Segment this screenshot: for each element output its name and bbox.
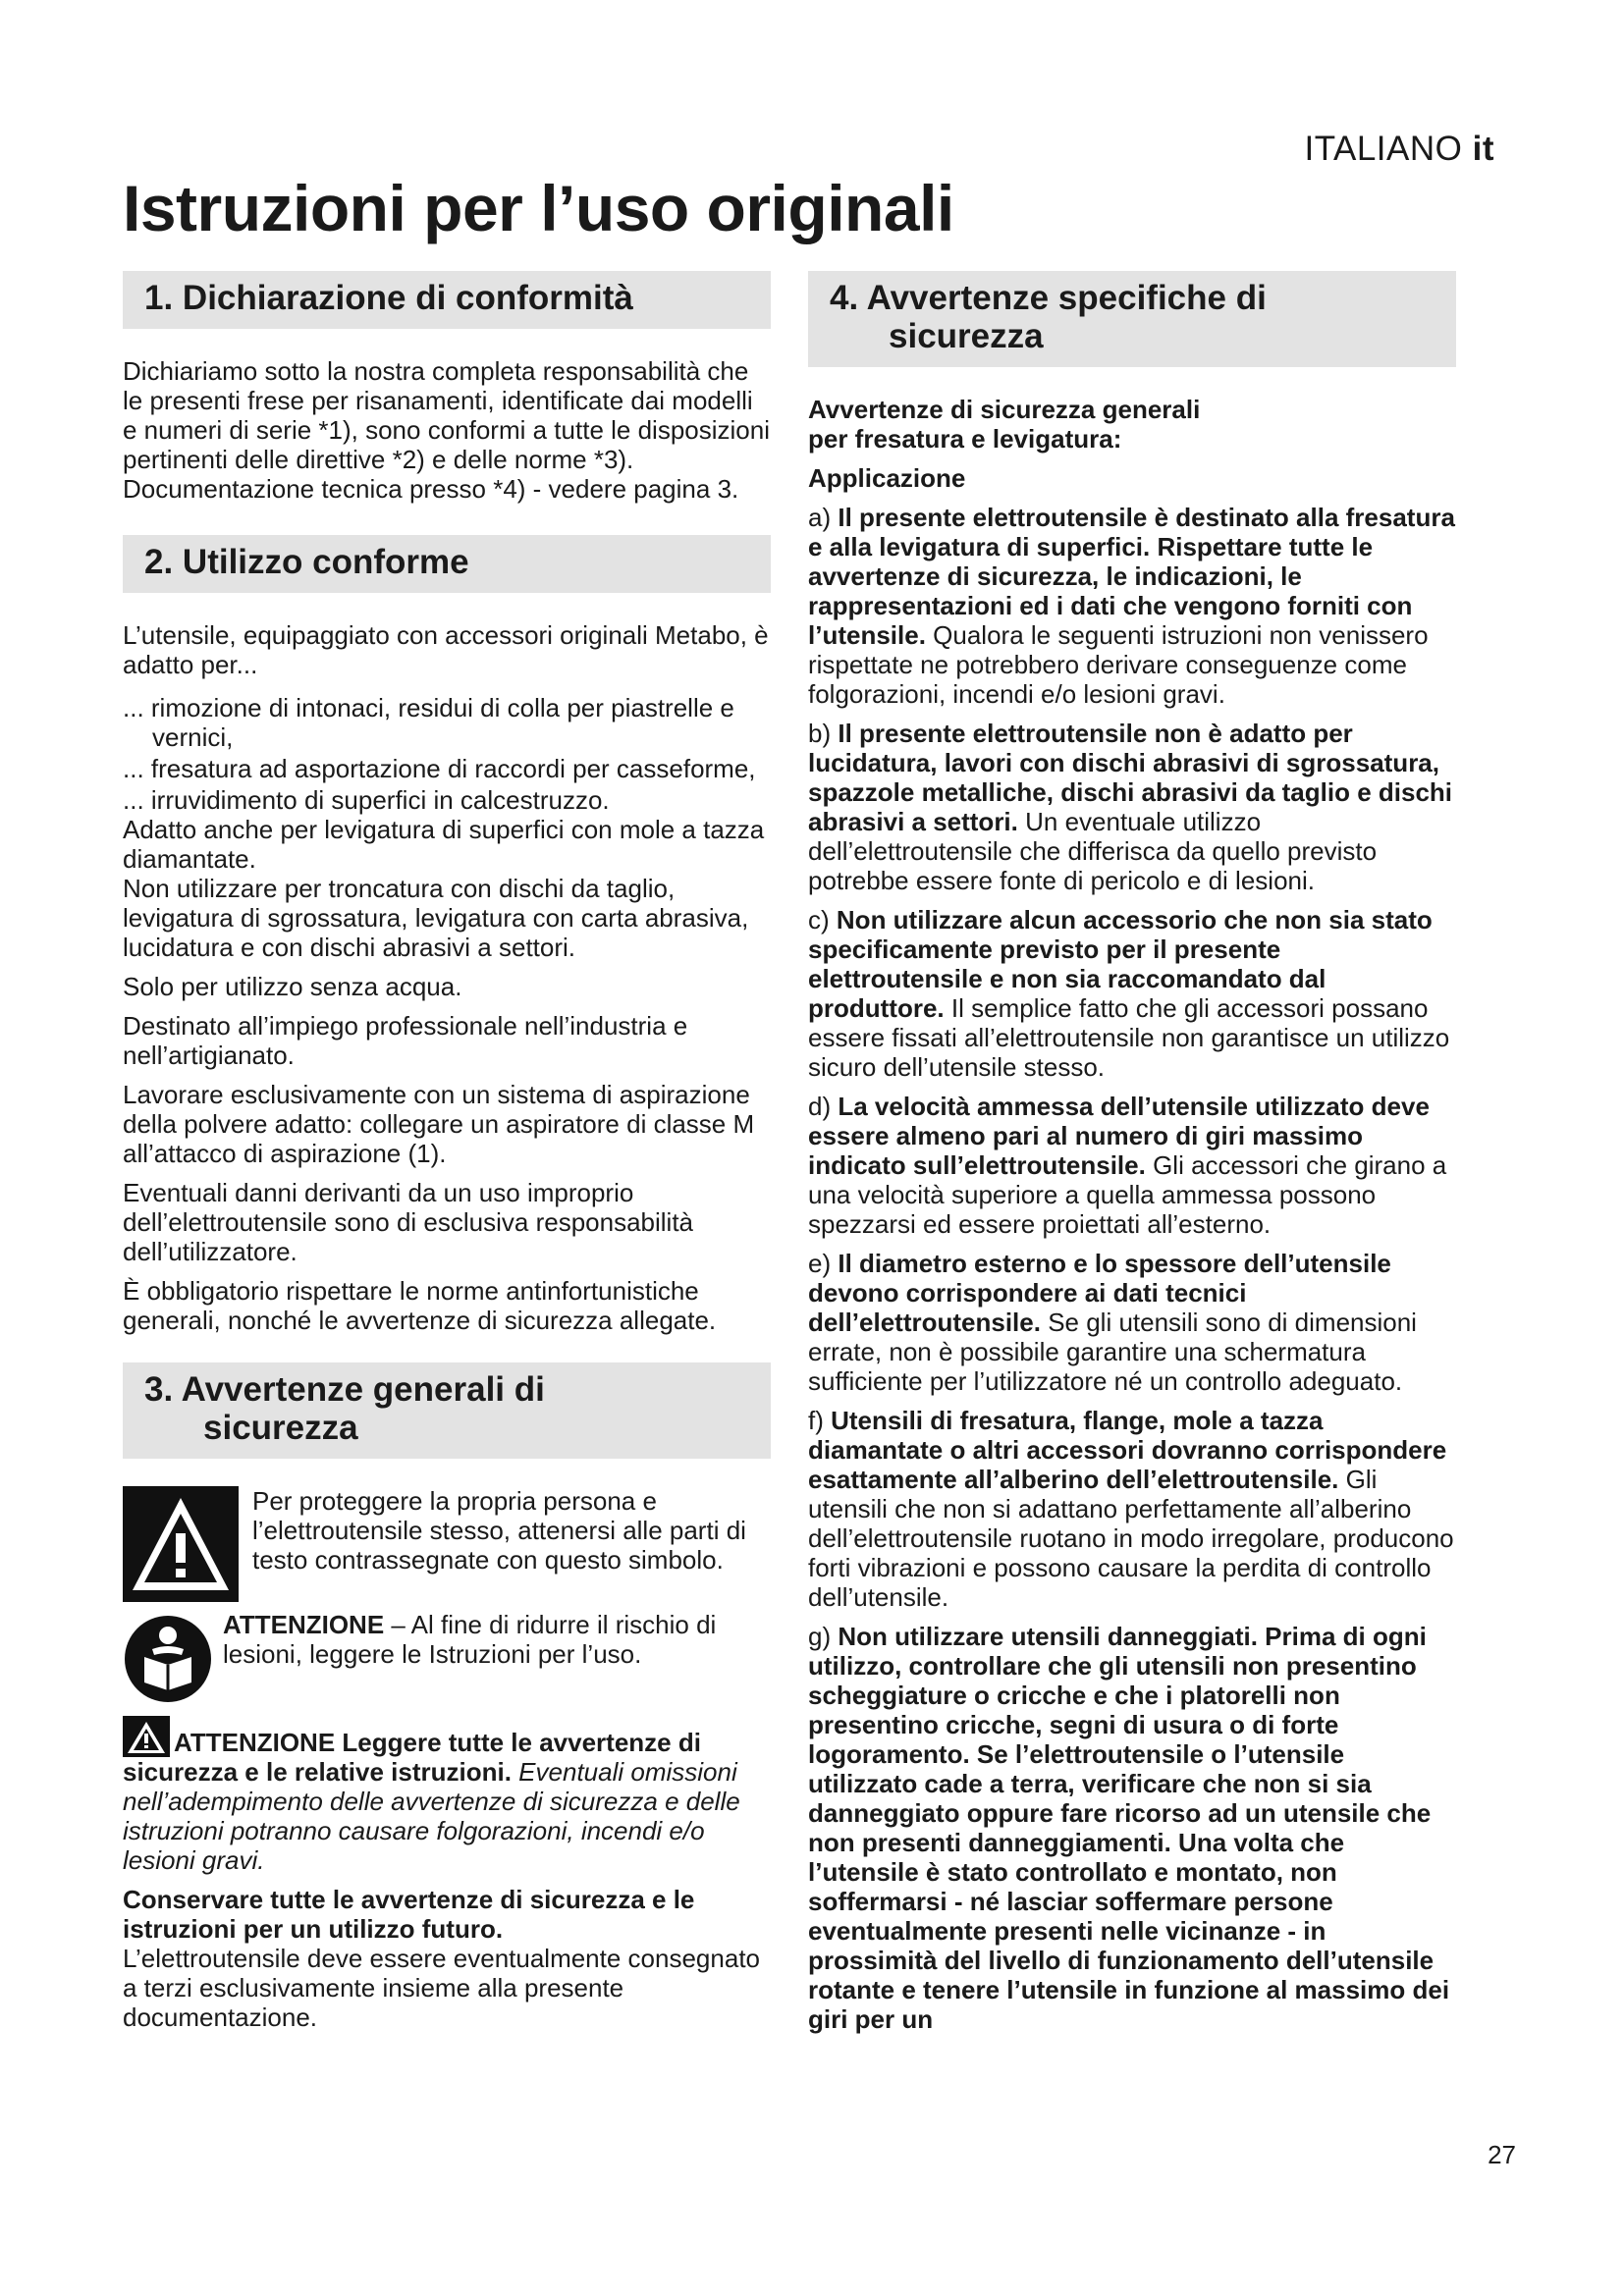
- keep-instructions: Conservare tutte le avvertenze di sicurezza e le istruzioni per un utilizzo futuro.: [123, 1885, 695, 1944]
- language-label: ITALIANO it: [1304, 130, 1494, 168]
- section-4-application: Applicazione: [808, 463, 966, 493]
- section-4-subtitle: Avvertenze di sicurezza generali per fresatura e levigatura:: [808, 395, 1201, 454]
- section-2-damage: Eventuali danni derivanti da un uso improprio dell’elettroutensile sono di esclusiva responsabilità dell’utilizzatore.: [123, 1178, 694, 1266]
- safety-item-d: d) La velocità ammessa dell’utensile utilizzato deve essere almeno pari al numero di giri massimo indicato sull’elettroutensile. Gli accessori che girano a una velocità superiore a quella ammessa possono spezzarsi ed essere proiettati all’esterno.: [808, 1092, 1447, 1239]
- section-4-heading: 4. Avvertenze specifiche di sicurezza: [808, 271, 1456, 367]
- right-column: [808, 271, 1456, 2044]
- symbol-note-text: Per proteggere la propria persona e l’elettroutensile stesso, attenersi alle parti di testo contrassegnate con questo simbolo.: [252, 1486, 746, 1575]
- section-2-norms: È obbligatorio rispettare le norme antinfortunistiche generali, nonché le avvertenze di sicurezza allegate.: [123, 1276, 717, 1335]
- keep-instructions-text: L’elettroutensile deve essere eventualmente consegnato a terzi esclusivamente insieme alla presente documentazione.: [123, 1944, 760, 2032]
- list-item: ... irruvidimento di superfici in calcestruzzo.: [123, 785, 610, 815]
- read-manual-icon: [123, 1614, 213, 1704]
- section-2-intro: L’utensile, equipaggiato con accessori originali Metabo, è adatto per...: [123, 620, 769, 679]
- safety-item-c: c) Non utilizzare alcun accessorio che non sia stato specificamente previsto per il presente elettroutensile e non sia raccomandato dal produttore. Il semplice fatto che gli accessori possano essere fissati all’elettroutensile non garantisce un utilizzo sicuro dell’utensile stesso.: [808, 905, 1450, 1082]
- safety-item-b: b) Il presente elettroutensile non è adatto per lucidatura, lavori con dischi abrasivi di sgrossatura, spazzole metalliche, dischi abrasivi da taglio e dischi abrasivi a settori. Un eventuale utilizzo dell’elettroutensile che differisca da quello previsto potrebbe essere fonte di pericolo e di lesioni.: [808, 719, 1453, 895]
- read-manual-note: [123, 1610, 771, 1704]
- section-2-also: Adatto anche per levigatura di superfici con mole a tazza diamantate.: [123, 815, 765, 874]
- list-item: ... fresatura ad asportazione di raccordi per casseforme,: [123, 754, 756, 783]
- warning-read-all: ATTENZIONE Leggere tutte le avvertenze di sicurezza e le relative istruzioni. Eventuali omissioni nell’adempimento delle avvertenze di sicurezza e delle istruzioni potranno causare folgorazioni, incendi e/o lesioni gravi.: [123, 1716, 771, 1875]
- page-number: 27: [1488, 2140, 1516, 2169]
- section-2-pro: Destinato all’impiego professionale nell’industria e nell’artigianato.: [123, 1011, 688, 1070]
- section-3-heading: 3. Avvertenze generali di sicurezza: [123, 1362, 771, 1459]
- section-2-dust: Lavorare esclusivamente con un sistema di aspirazione della polvere adatto: collegare un aspiratore di classe M all’attacco di aspirazione (1).: [123, 1080, 755, 1168]
- safety-item-f: f) Utensili di fresatura, flange, mole a tazza diamantate o altri accessori dovranno corrispondere esattamente all’alberino dell’elettroutensile. Gli utensili che non si adattano perfettamente all’alberino dell’elettroutensile ruotano in modo irregolare, producono forti vibrazioni e possono causare la perdita di controllo dell’utensile.: [808, 1406, 1454, 1612]
- left-column: [123, 271, 771, 2042]
- safety-item-g: g) Non utilizzare utensili danneggiati. Prima di ogni utilizzo, controllare che gli utensili non presentino scheggiature o cricche e che i platorelli non presentino cricche, segni di usura o di forte logoramento. Se l’elettroutensile o l’utensile utilizzato cade a terra, verificare che non si sia danneggiato oppure fare ricorso ad un utensile che non presenti danneggiamenti. Una volta che l’utensile è stato controllato e montato, non soffermarsi - né lasciar soffermare persone eventualmente presenti nelle vicinanze - in prossimità del livello di funzionamento dell’utensile rotante e tenere l’utensile in funzione al massimo dei giri per un: [808, 1622, 1450, 2034]
- section-1-heading: 1. Dichiarazione di conformità: [123, 271, 771, 329]
- section-2-not: Non utilizzare per troncatura con dischi da taglio, levigatura di sgrossatura, levigatura con carta abrasiva, lucidatura e con dischi abrasivi a settori.: [123, 874, 749, 962]
- section-2-water: Solo per utilizzo senza acqua.: [123, 972, 462, 1001]
- section-1-body: Dichiariamo sotto la nostra completa responsabilità che le presenti frese per risanamenti, identificate dai modelli e numeri di serie *1), sono conformi a tutte le disposizioni pertinenti delle direttive *2) e delle norme *3). Documentazione tecnica presso *4) - vedere pagina 3.: [123, 356, 770, 504]
- list-item: ... rimozione di intonaci, residui di colla per piastrelle e vernici,: [123, 693, 734, 752]
- read-manual-text: ATTENZIONE – Al fine di ridurre il rischio di lesioni, leggere le Istruzioni per l’uso.: [223, 1610, 717, 1669]
- warning-symbol-note: [123, 1486, 771, 1602]
- safety-item-e: e) Il diametro esterno e lo spessore dell’utensile devono corrispondere ai dati tecnici dell’elettroutensile. Se gli utensili sono di dimensioni errate, non è possibile garantire una schermatura sufficiente per l’utilizzatore né un controllo adeguato.: [808, 1249, 1417, 1396]
- warning-triangle-icon: [123, 1486, 239, 1602]
- safety-item-a: a) Il presente elettroutensile è destinato alla fresatura e alla levigatura di superfici. Rispettare tutte le avvertenze di sicurezza, le indicazioni, le rappresentazioni ed i dati che vengono forniti con l’utensile. Qualora le seguenti istruzioni non venissero rispettate ne potrebbero derivare conseguenze come folgorazioni, incendi e/o lesioni gravi.: [808, 503, 1455, 709]
- small-warning-icon: [123, 1716, 170, 1757]
- section-2-heading: 2. Utilizzo conforme: [123, 535, 771, 593]
- page-title: Istruzioni per l’uso originali: [123, 172, 954, 244]
